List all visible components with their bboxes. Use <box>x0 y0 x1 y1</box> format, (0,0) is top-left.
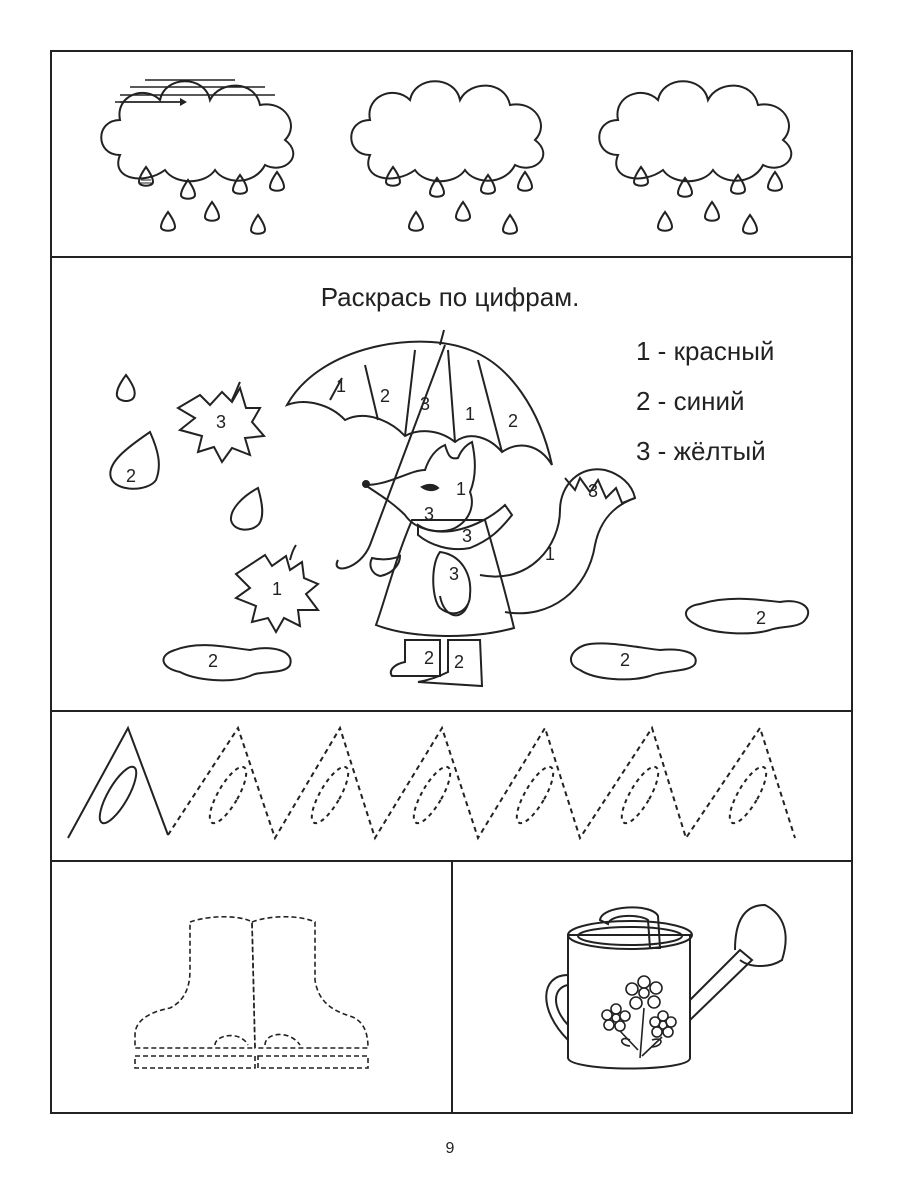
svg-text:1: 1 <box>336 376 347 396</box>
svg-text:2: 2 <box>508 411 519 431</box>
svg-text:2: 2 <box>756 608 767 628</box>
svg-text:3: 3 <box>424 504 435 524</box>
svg-text:3: 3 <box>449 564 460 584</box>
svg-text:3: 3 <box>462 526 473 546</box>
svg-text:3: 3 <box>420 394 431 414</box>
legend-item-red: 1 - красный <box>636 336 775 366</box>
svg-text:2: 2 <box>380 386 391 406</box>
legend-item-yellow: 3 - жёлтый <box>636 436 766 466</box>
coloring-title: Раскрась по цифрам. <box>320 282 580 312</box>
svg-text:1: 1 <box>545 544 556 564</box>
svg-text:2: 2 <box>208 651 219 671</box>
svg-text:2: 2 <box>620 650 631 670</box>
svg-text:2: 2 <box>424 648 435 668</box>
svg-text:3: 3 <box>216 412 227 432</box>
svg-text:1: 1 <box>272 579 283 599</box>
svg-text:2: 2 <box>454 652 465 672</box>
svg-text:1: 1 <box>456 479 467 499</box>
watering-can[interactable] <box>546 905 785 1069</box>
page-number: 9 <box>445 1140 455 1157</box>
svg-text:2: 2 <box>126 466 137 486</box>
svg-text:1: 1 <box>465 404 476 424</box>
legend-item-blue: 2 - синий <box>636 386 745 416</box>
svg-text:3: 3 <box>588 481 599 501</box>
flower-decoration <box>602 976 676 1058</box>
